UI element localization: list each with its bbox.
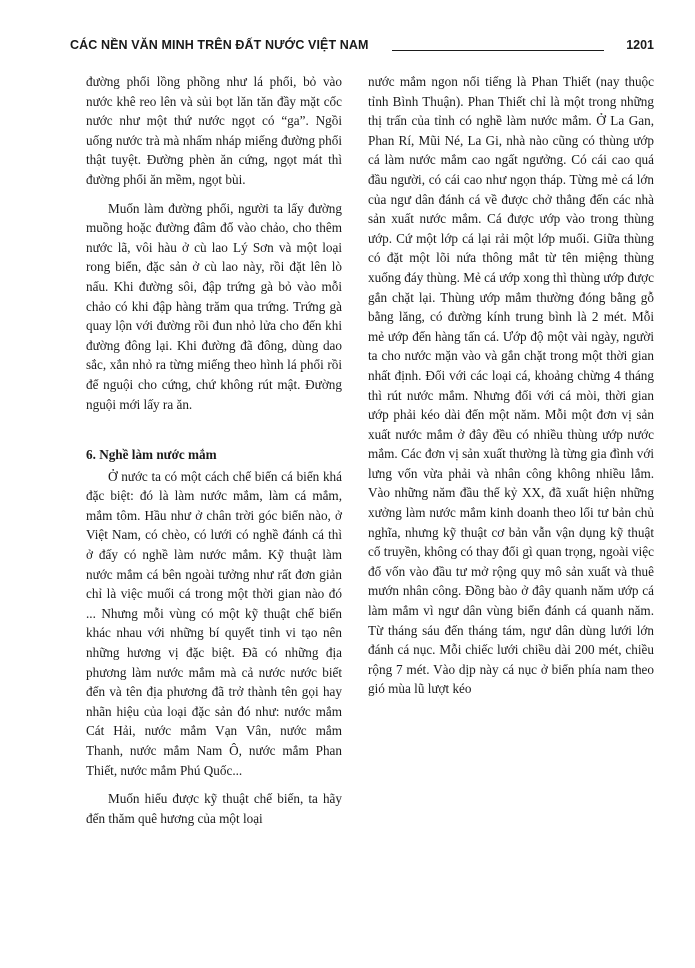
running-title: CÁC NỀN VĂN MINH TRÊN ĐẤT NƯỚC VIỆT NAM	[70, 38, 369, 52]
paragraph: Muốn làm đường phổi, người ta lấy đường muồng hoặc đường đâm đổ vào chảo, cho thêm nước lã, vôi hàu ở cù lao Lý Sơn và một loại rong biển, đặc sản ở cù lao này, rồi đặt lên lò nấu. Khi đường sôi, đập trứng gà bỏ vào mỗi chảo có khi đập hàng trăm qua trứng. Trứng gà quay lộn với đường rồi đun nhỏ lửa cho đến khi đường đông lại. Khi đường đã đông, dùng dao sắc, xắn nhỏ ra từng miếng theo hình lá phổi rồi để nguội cho cứng, chứ không rút mật. Đường nguội mới lấy ra ăn.	[86, 200, 342, 412]
page-header	[70, 38, 654, 58]
paragraph: Muốn hiểu được kỹ thuật chế biến, ta hãy đến thăm quê hương của một loại	[86, 791, 342, 826]
right-column	[368, 72, 654, 699]
left-column	[86, 72, 342, 828]
section-heading: 6. Nghề làm nước mắm	[86, 447, 217, 463]
paragraph: nước mắm ngon nổi tiếng là Phan Thiết (nay thuộc tỉnh Bình Thuận). Phan Thiết chỉ là một trong những thị trấn của tỉnh có nghề làm nước mắm. Ở La Gan, Phan Rí, Mũi Né, La Gi, nhà nào cũng có thùng ướp cá làm nước mắm cao ngất ngưởng. Có cái cao quá đầu người, có cái cao như ngọn tháp. Từng mẻ cá lớn của ngư dân đánh cá về được chở thẳng đến các nhà sản xuất nước mắm. Cá được ướp vào trong thùng ướp. Cứ một lớp cá lại rải một lớp muối. Giữa thùng có đặt một lõi nứa thông mắt từ tên miệng thùng xuống đáy thùng. Mẻ cá ướp xong thì thùng ướp được gắn chặt lại. Thùng ướp mắm thường đóng bằng gỗ bằng lăng, có đường kính trung bình là 2 mét. Mỗi mẻ ướp đến hàng tấn cá. Ướp độ một vài ngày, người ta cho nước mặn vào và gắn chặt trong một thời gian nhất định. Đối với các loại cá, khoảng chừng 4 tháng thì rút nước mắm. Nhưng đối với cá mòi, thời gian ướp phải kéo dài đến một năm. Mỗi một đơn vị sản xuất nước mắm ở đây đều có nhiều thùng ướp nước mắm. Các đơn vị sản xuất thường là từng gia đình với lưng vốn vừa phải và nhân công không nhiều lắm. Vào những năm đầu thế kỷ XX, đã xuất hiện những xưởng làm nước mắm kinh doanh theo lối tư bản chủ nghĩa, nhưng kỹ thuật cơ bản vẫn vận dụng kỹ thuật cổ truyền, không có thay đổi gì quan trọng, ngoài việc đổ vốn vào đầu tư mở rộng quy mô sản xuất và thuê mướn nhân công. Đồng bào ở đây quanh năm ướp cá làm mắm vì ngư dân vùng biển đánh cá quanh năm. Từ tháng sáu đến tháng tám, ngư dân dùng lưới lớn đánh cá nục. Mỗi chiếc lưới chiều dài 200 mét, chiều rộng 7 mét. Vào dịp này cá nục ở biển phía nam theo gió mùa lũ lượt kéo	[368, 74, 654, 697]
paragraph: đường phổi lồng phồng như lá phổi, bỏ vào nước khê reo lên và sủi bọt lăn tăn đầy mặt cốc nước như một thứ nước ngọt có “ga”. Ngồi uống nước trà mà nhấm nháp miếng đường phổi thật tuyệt. Đường phèn ăn cứng, ngọt mát thì đường phổi ăn mềm, ngọt bùi.	[86, 74, 342, 187]
paragraph: Ở nước ta có một cách chế biến cá biển khá đặc biệt: đó là làm nước mắm, làm cá mắm, mắm tôm. Hầu như ở chân trời góc biển nào, ở Việt Nam, có chèo, có lưới có nghề đánh cá thì ở đấy có nghề làm nước mắm. Kỹ thuật làm nước mắm cá bên ngoài tưởng như rất đơn giản chỉ là việc muối cá trong một thời gian nào đó ... Nhưng mỗi vùng có một kỹ thuật chế biến khác nhau với những bí quyết tinh vi tạo nên những hương vị đặc biệt. Đã có những địa phương làm nước mắm mà cả nước nước biết đến và tên địa phương đã trở thành tên gọi hay nhãn hiệu của loại đặc sản đó như: nước mắm Cát Hải, nước mắm Vạn Vân, nước mắm Thanh, nước mắm Nam Ô, nước mắm Phan Thiết, nước mắm Phú Quốc...	[86, 468, 342, 778]
header-rule	[392, 50, 604, 51]
page-number: 1201	[626, 38, 654, 52]
